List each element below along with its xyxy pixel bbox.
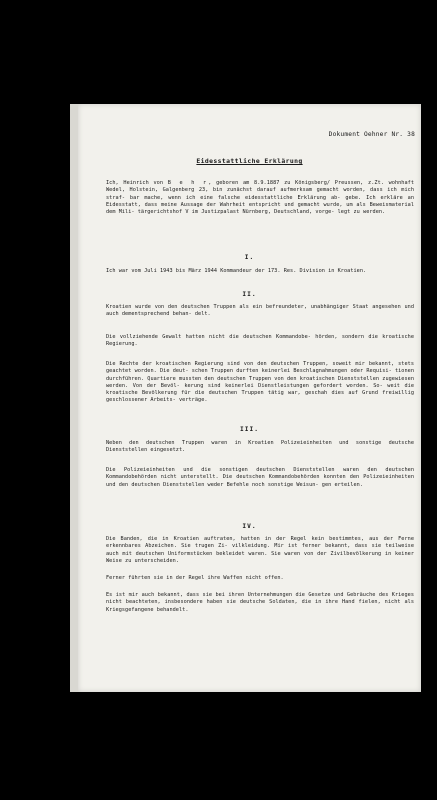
document-number: Dokument Oehner Nr. 38 — [328, 131, 415, 138]
document-page — [78, 104, 421, 692]
section-4-paragraph-1: Die Banden, die in Kroatien auftraten, hatten in der Regel kein bestimmtes, aus der Ferne erkennbares Abzeichen. Sie trugen Zi- vilkleidung. Mir ist ferner bekannt, dass sie teilweise auch mit deutschen Uniformstücken bekleidet waren. Sie waren von der Zivilbevölkerung in keiner Weise zu unterscheiden. — [106, 536, 414, 564]
section-numeral-1: I. — [244, 254, 255, 261]
section-4-paragraph-2: Ferner führten sie in der Regel ihre Waffen nicht offen. — [106, 575, 284, 581]
page-edge-strip — [70, 104, 78, 692]
section-numeral-2: II. — [242, 291, 257, 298]
intro-paragraph — [106, 180, 414, 216]
intro-prefix: Ich, Heinrich von — [106, 180, 168, 186]
section-1-paragraph-1: Ich war vom Juli 1943 bis März 1944 Kommandeur der 173. Res. Division in Kroatien. — [106, 268, 367, 274]
section-numeral-4: IV. — [242, 523, 257, 530]
section-2-paragraph-3: Die Rechte der kroatischen Regierung sind von den deutschen Truppen, soweit mir bekannt, stets geachtet worden. Die deut- schen Truppen durften keinerlei Beschlagnahmungen oder Requisi- tionen durchführen. Quartiere mussten den deutschen Truppen von den kroatischen Dienststellen zugewiesen werden. Von der Bevöl- kerung sind keinerlei Dienstleistungen gefordert worden. So- weit die kroatische Bevölkerung für die deutschen Truppen tätig war, geschah dies auf Grund freiwillig geschlossener Arbeits- verträge. — [106, 361, 414, 404]
intro-rest: , geboren am 8.9.1887 zu Königsberg/ Preussen, z.Zt. wohnhaft Wedel, Holstein, Galgenberg 23, bin zunächst darauf aufmerksam gemacht worden, dass ich mich straf- bar mache, wenn ich eine falsche eidesstattliche Erklärung ab- gebe. Ich erkläre an Eidesstatt, dass meine Aussage der Wahrheit entspricht und gemacht wurde, um als Beweismaterial dem Mili- tärgerichtshof V im Justizpalast Nürnberg, Deutschland, vorge- legt zu werden. — [106, 180, 414, 216]
section-numeral-3: III. — [240, 426, 259, 433]
document-title: Eidesstattliche Erklärung — [196, 157, 303, 165]
section-3-paragraph-1: Neben den deutschen Truppen waren in Kroatien Polizeieinheiten und sonstige deutsche Dienststellen eingesetzt. — [106, 440, 414, 454]
section-2-paragraph-1: Kroatien wurde von den deutschen Truppen als ein befreundeter, unabhängiger Staat angesehen und auch dementsprechend behan- delt. — [106, 304, 414, 318]
section-4-paragraph-3: Es ist mir auch bekannt, dass sie bei ihren Unternehmungen die Gesetze und Gebräuche des Krieges nicht beachteten, insbesondere haben sie deutsche Soldaten, die in ihre Hand fielen, nicht als Kriegsgefangene behandelt. — [106, 592, 414, 613]
section-3-paragraph-2: Die Polizeieinheiten und die sonstigen deutschen Dienststellen waren den deutschen Kommandobehörden nicht unterstellt. Die deutschen Kommandobehörden konnten den Polizeieinheiten und den deutschen Dienststellen weder Befehle noch sonstige Weisun- gen erteilen. — [106, 467, 414, 488]
intro-name: B e h r — [167, 180, 209, 186]
section-2-paragraph-2: Die vollziehende Gewalt hatten nicht die deutschen Kommandobe- hörden, sondern die kroatische Regierung. — [106, 334, 414, 348]
